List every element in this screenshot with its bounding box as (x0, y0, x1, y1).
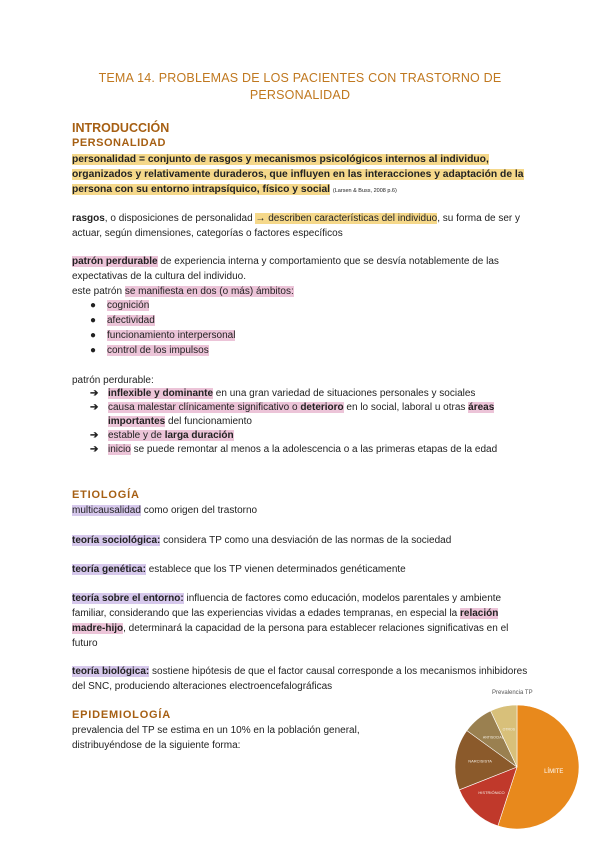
ambitos-list (90, 298, 235, 358)
section-heading-epidemiologia: EPIDEMIOLOGÍA (72, 709, 172, 721)
arrow-icon: ➔ (90, 430, 99, 441)
bullet-icon: ● (90, 300, 97, 311)
pie-label-antisocial: ANTISOCIAL (482, 735, 504, 740)
patron-characteristics-list (90, 387, 530, 457)
pie-label-otros: OTROS (502, 727, 516, 732)
teoria-sociologica: teoría sociológica: considera TP como una desviación de las normas de la sociedad (72, 535, 452, 546)
prevalence-pie-chart (447, 690, 582, 830)
patron-perdurable-label: patrón perdurable: (72, 375, 154, 386)
arrow-icon: ➔ (90, 402, 99, 413)
pie-label-límite: LÍMITE (544, 768, 564, 775)
patron-paragraph: patrón perdurable de experiencia interna y comportamiento que se desvía notablemente de las expectativas de la cultura del individuo. (72, 256, 499, 282)
bullet-icon: ● (90, 330, 97, 341)
list-item: ● cognición (90, 300, 150, 311)
personality-definition: personalidad = conjunto de rasgos y mecanismos psicológicos internos al individuo, organizados y relativamente duraderos, que influyen en las interacciones y adaptación de la persona con su entorno intrapsíquico, físico y social (Larsen & Buss, 2008 p.6) (72, 154, 524, 195)
teoria-genetica: teoría genética: establece que los TP vienen determinados genéticamente (72, 564, 406, 575)
bullet-icon: ● (90, 345, 97, 356)
list-item: ● funcionamiento interpersonal (90, 330, 236, 341)
epidemiologia-text: prevalencia del TP se estima en un 10% en la población general, distribuyéndose de la siguiente forma: (72, 725, 360, 751)
bullet-icon: ● (90, 315, 97, 326)
pie-label-narcisista: NARCISISTA (468, 758, 492, 764)
page-title: TEMA 14. PROBLEMAS DE LOS PACIENTES CON TRASTORNO DE PERSONALIDAD (98, 71, 502, 102)
list-item: ➔ inicio se puede remontar al menos a la adolescencia o a las primeras etapas de la edad (90, 444, 498, 455)
pie-label-histriónico: HISTRIÓNICO (478, 790, 505, 796)
list-item: ● afectividad (90, 315, 155, 326)
section-heading-etiologia: ETIOLOGÍA (72, 489, 140, 501)
chart-title: Prevalencia TP (492, 690, 533, 696)
list-item: ● control de los impulsos (90, 345, 209, 356)
pie-svg (447, 690, 582, 830)
rasgos-paragraph: rasgos, o disposiciones de personalidad → describen características del individuo, su forma de ser y actuar, según dimensiones, categorías o factores específicos (72, 213, 521, 239)
list-item: ➔ estable y de larga duración (90, 430, 234, 441)
subheading-personalidad: PERSONALIDAD (72, 137, 167, 149)
list-item: ➔ causa malestar clínicamente significativo o deterioro en lo social, laboral u otras áreas importantes del funcionamiento (90, 402, 495, 427)
section-heading-introduccion: INTRODUCCIÓN (72, 121, 170, 135)
list-item: ➔ inflexible y dominante en una gran variedad de situaciones personales y sociales (90, 388, 476, 399)
arrow-icon: ➔ (90, 444, 99, 455)
teoria-entorno: teoría sobre el entorno: influencia de factores como educación, modelos parentales y ambiente familiar, considerando que las experiencias vividas a edades tempranas, en especial la relación madre-hijo, determinará la capacidad de la persona para establecer relaciones significativas en el futuro (72, 593, 509, 649)
multicausalidad-line: multicausalidad como origen del trastorno (72, 505, 258, 516)
este-patron-line: este patrón se manifiesta en dos (o más) ámbitos: (72, 286, 294, 297)
arrow-icon: ➔ (90, 388, 99, 399)
citation: (Larsen & Buss, 2008 p.6) (332, 188, 397, 194)
teoria-biologica: teoría biológica: sostiene hipótesis de que el factor causal corresponde a los mecanismos inhibidores del SNC, produciendo alteraciones electroencefalográficas (72, 666, 528, 692)
